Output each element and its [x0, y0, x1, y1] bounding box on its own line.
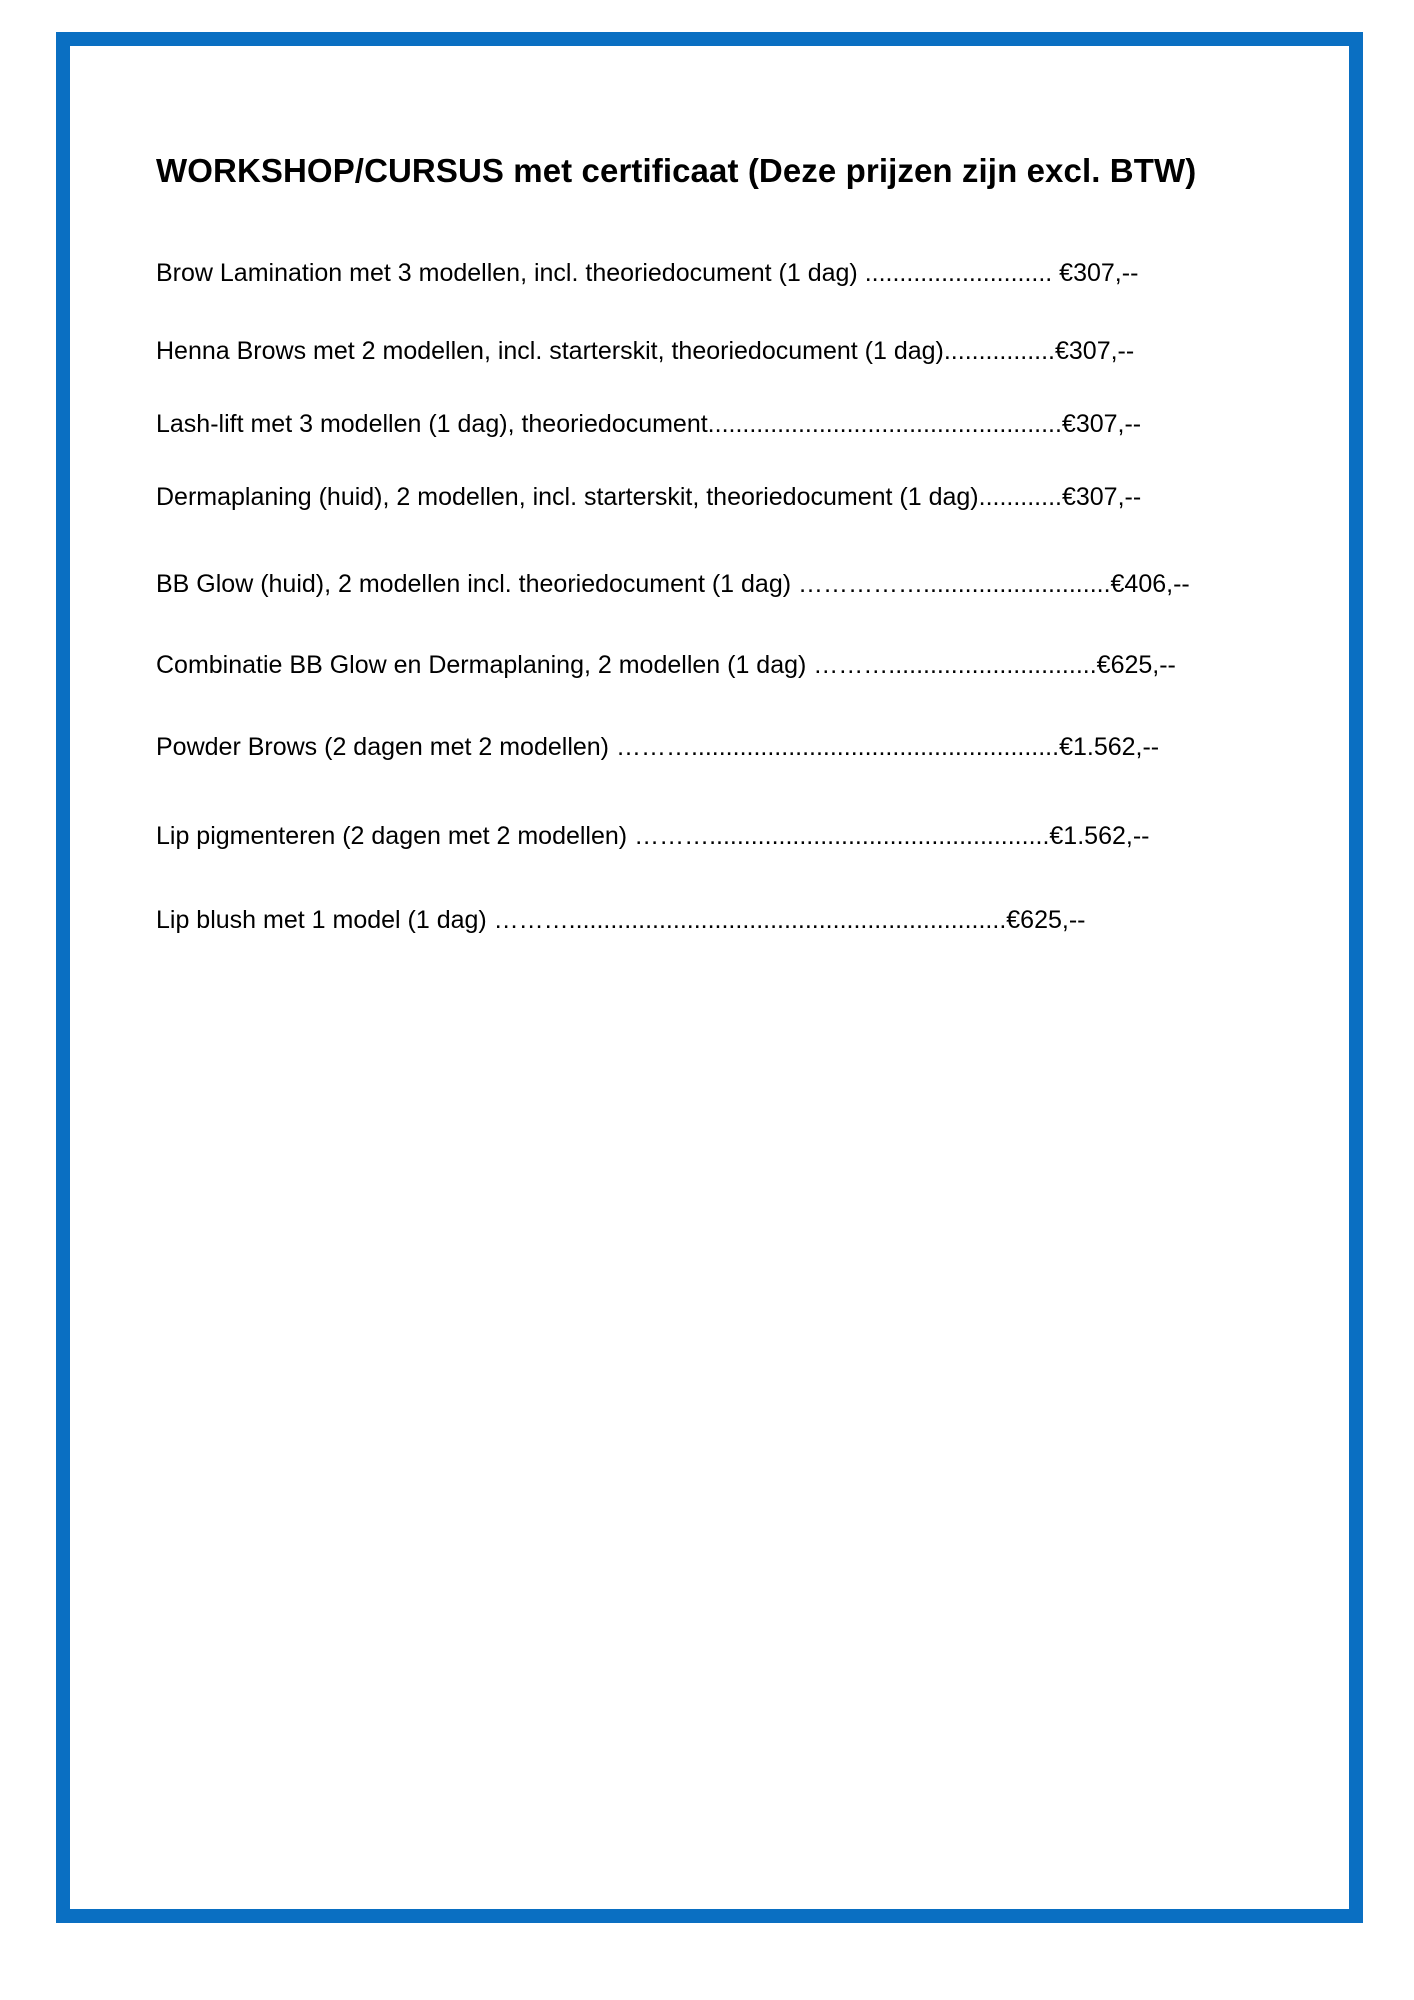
price-line-lash-lift: Lash-lift met 3 modellen (1 dag), theoriedocument...................................................€307,-- — [156, 410, 1142, 438]
price-line-lip-pigmentation: Lip pigmenteren (2 dagen met 2 modellen) ……….................................................€1.562,-- — [156, 822, 1150, 850]
price-line-henna-brows: Henna Brows met 2 modellen, incl. starterskit, theoriedocument (1 dag)................€307,-- — [156, 337, 1135, 365]
page-border — [56, 32, 1363, 1923]
price-line-lip-blush: Lip blush met 1 model (1 dag) ………...............................................................€625,-- — [156, 906, 1086, 934]
price-line-dermaplaning: Dermaplaning (huid), 2 modellen, incl. starterskit, theoriedocument (1 dag)............€307,-- — [156, 483, 1142, 511]
price-line-brow-lamination: Brow Lamination met 3 modellen, incl. theoriedocument (1 dag) ........................... €307,-- — [156, 259, 1139, 287]
document-title: WORKSHOP/CURSUS met certificaat (Deze prijzen zijn excl. BTW) — [156, 152, 1197, 189]
price-line-bb-glow: BB Glow (huid), 2 modellen incl. theoriedocument (1 dag) ……………...........................€406,-- — [156, 570, 1190, 598]
price-line-combination: Combinatie BB Glow en Dermaplaning, 2 modellen (1 dag) ………..............................€625,-- — [156, 651, 1176, 679]
price-line-powder-brows: Powder Brows (2 dagen met 2 modellen) ……….....................................................€1.562,-- — [156, 733, 1160, 761]
